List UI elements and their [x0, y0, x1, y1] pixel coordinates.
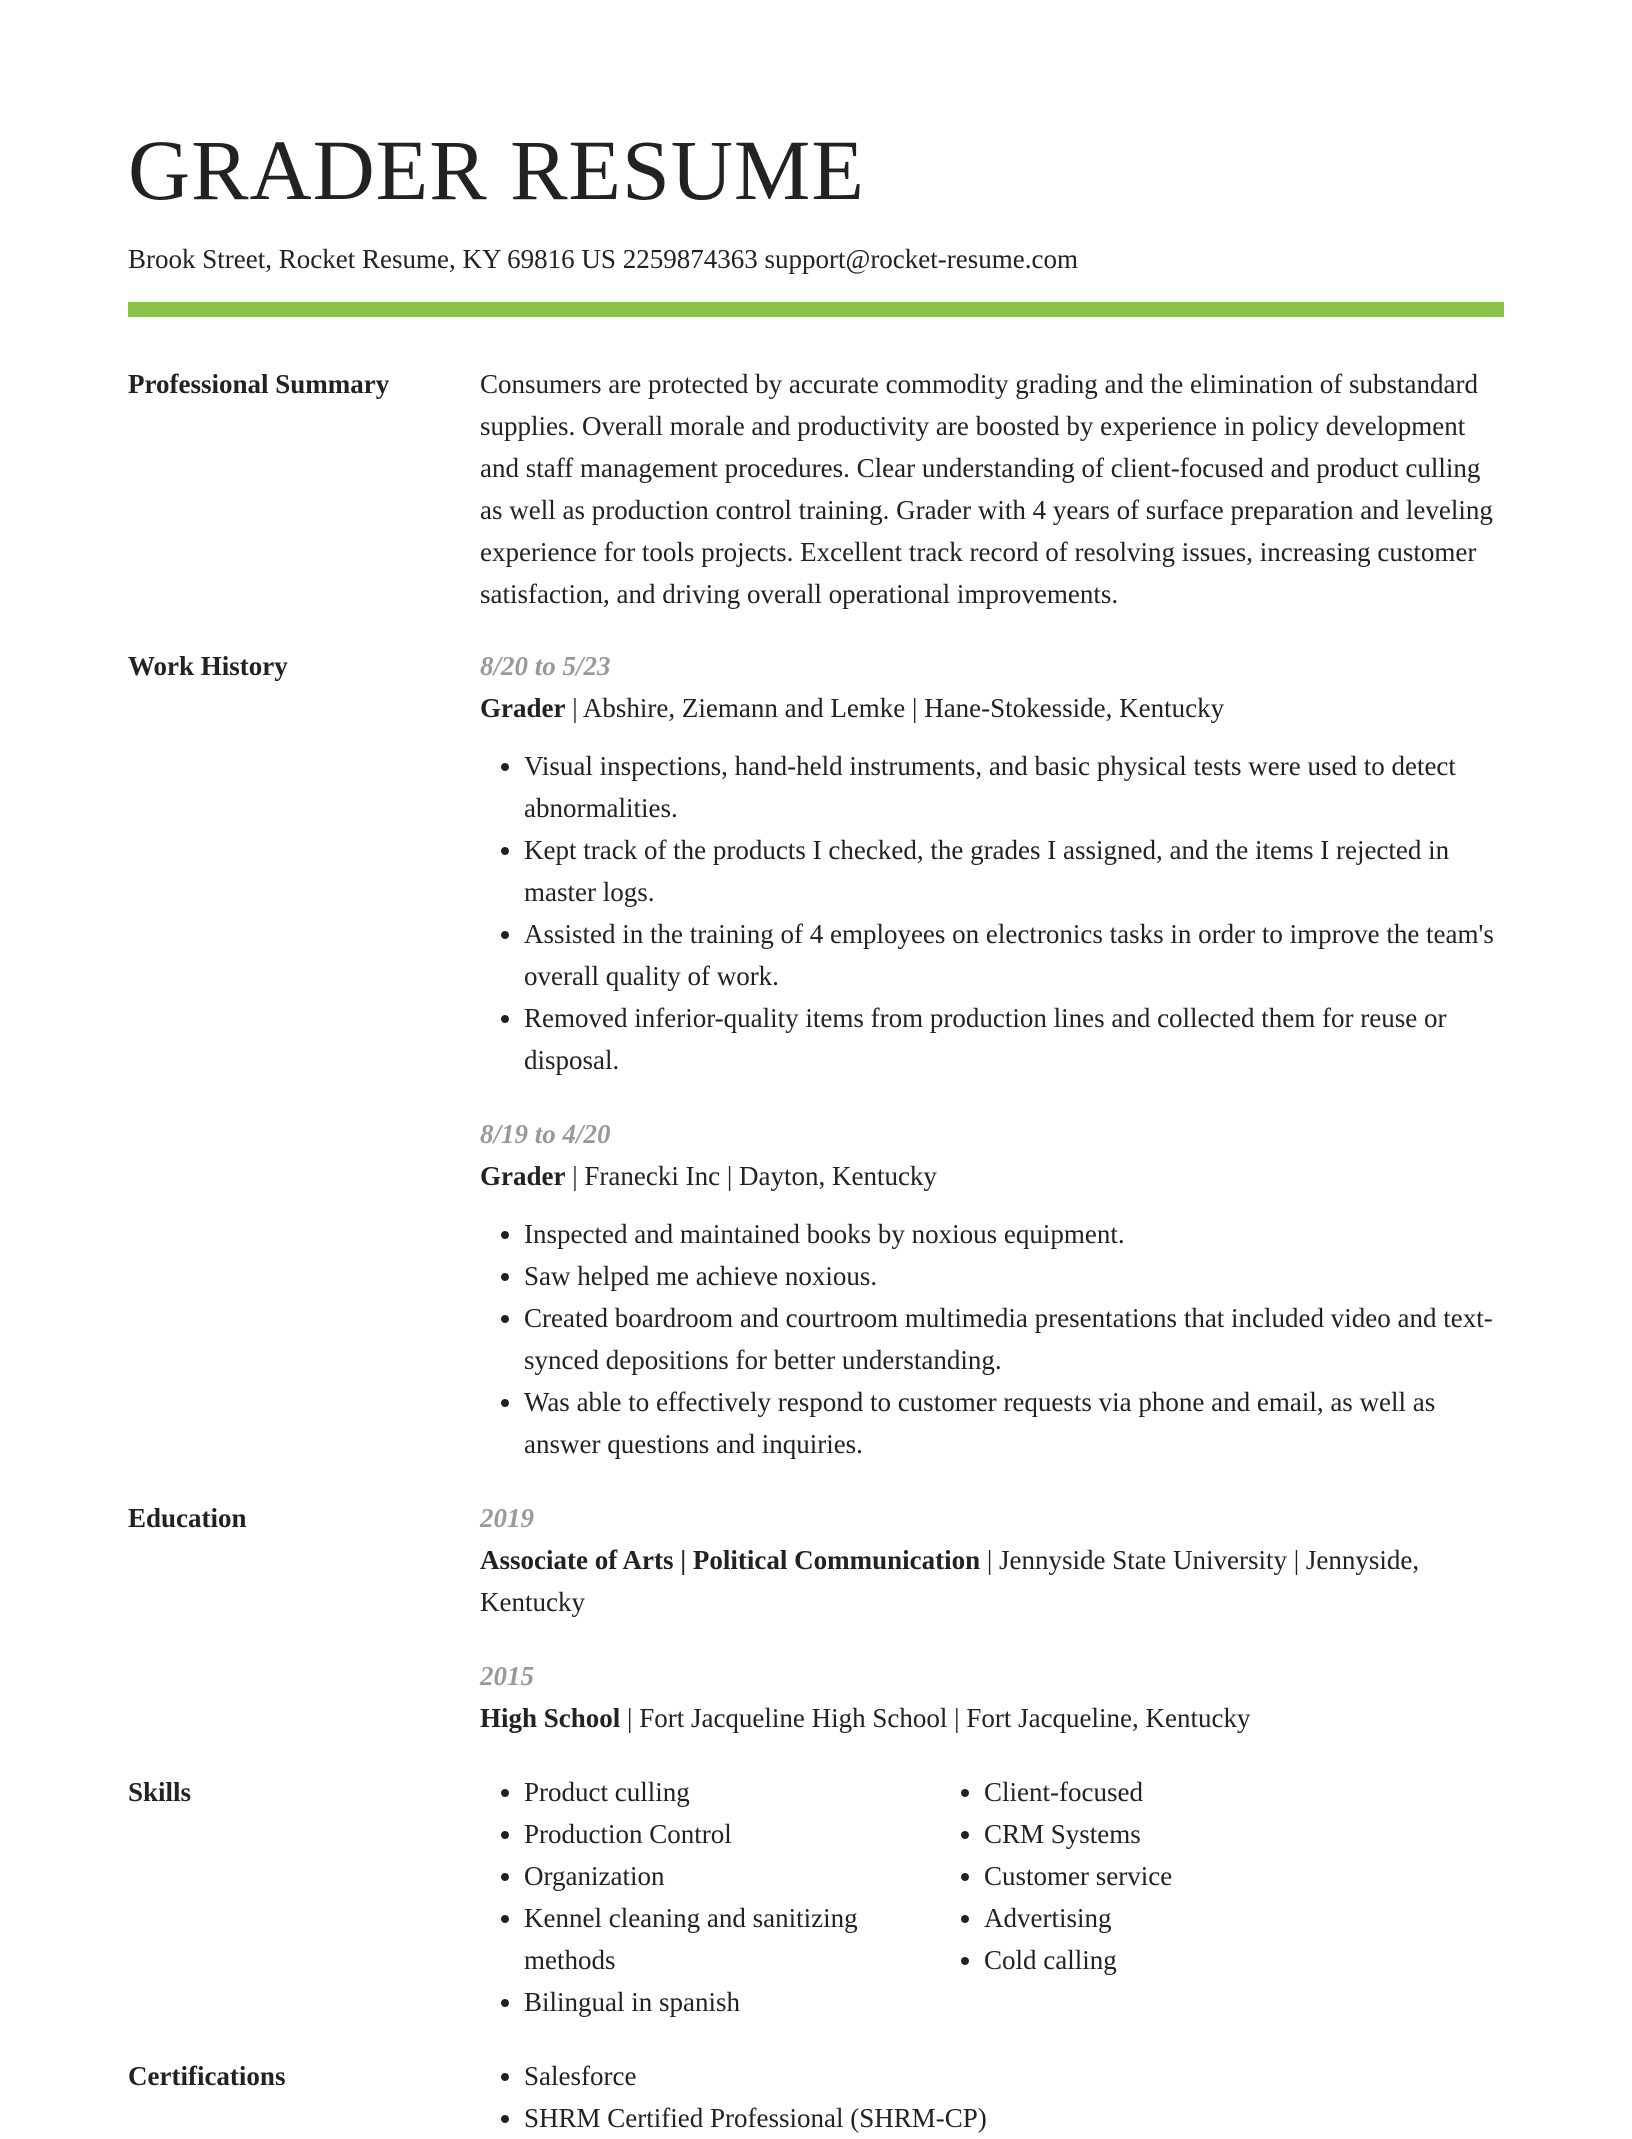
section-label-summary: Professional Summary [128, 369, 390, 399]
skills-column-1 [480, 1771, 940, 2023]
certifications-body [480, 2055, 1504, 2139]
education-degree: High School [480, 1703, 621, 1733]
education-line [480, 1539, 1504, 1623]
education-year: 2019 [480, 1503, 534, 1533]
job-title: Grader [480, 1161, 566, 1191]
section-work-history [128, 645, 1504, 1465]
job-entry [480, 1113, 1504, 1465]
skills-list [480, 1771, 940, 2023]
job-dates: 8/20 to 5/23 [480, 651, 611, 681]
section-label-work-history: Work History [128, 651, 288, 681]
job-bullet: • Assisted in the training of 4 employees on electronics tasks in order to improve the team's overall quality of work. [524, 913, 1504, 997]
skill-item: • Bilingual in spanish [524, 1981, 940, 2023]
skill-item: • CRM Systems [984, 1813, 1504, 1855]
job-role-line [480, 1155, 1504, 1197]
education-entry [480, 1497, 1504, 1623]
education-details: | Jennyside State University | Jennyside, Kentucky [480, 1545, 1420, 1617]
section-skills [128, 1771, 1504, 2023]
skill-item: • Kennel cleaning and sanitizing methods [524, 1897, 940, 1981]
section-label-education: Education [128, 1503, 247, 1533]
section-summary [128, 363, 1504, 615]
section-label-skills: Skills [128, 1777, 192, 1807]
skill-item: • Cold calling [984, 1939, 1504, 1981]
job-dates: 8/19 to 4/20 [480, 1119, 611, 1149]
skill-item: • Production Control [524, 1813, 940, 1855]
section-education [128, 1497, 1504, 1739]
section-certifications [128, 2055, 1504, 2139]
accent-divider [128, 302, 1504, 317]
education-degree: Associate of Arts | Political Communication [480, 1545, 981, 1575]
skill-item: • Product culling [524, 1771, 940, 1813]
skill-item: • Organization [524, 1855, 940, 1897]
job-bullet: • Saw helped me achieve noxious. [524, 1255, 1504, 1297]
job-bullet: • Inspected and maintained books by noxious equipment. [524, 1213, 1504, 1255]
contact-line: Brook Street, Rocket Resume, KY 69816 US 2259874363 support@rocket-resume.com [128, 244, 1078, 274]
skills-list [940, 1771, 1504, 1981]
job-bullets [480, 1213, 1504, 1465]
job-bullet: • Removed inferior-quality items from production lines and collected them for reuse or disposal. [524, 997, 1504, 1081]
certification-item: • Salesforce [524, 2055, 1504, 2097]
job-bullet: • Was able to effectively respond to customer requests via phone and email, as well as answer questions and inquiries. [524, 1381, 1504, 1465]
certifications-list [480, 2055, 1504, 2139]
resume-title: GRADER RESUME [128, 122, 865, 218]
job-bullets [480, 745, 1504, 1081]
job-details: | Abshire, Ziemann and Lemke | Hane-Stokesside, Kentucky [565, 693, 1225, 723]
job-entry [480, 645, 1504, 1081]
job-title: Grader [480, 693, 566, 723]
job-details: | Franecki Inc | Dayton, Kentucky [565, 1161, 937, 1191]
job-bullet: • Created boardroom and courtroom multimedia presentations that included video and text-synced depositions for better understanding. [524, 1297, 1504, 1381]
job-bullet: • Visual inspections, hand-held instruments, and basic physical tests were used to detect abnormalities. [524, 745, 1504, 829]
skill-item: • Advertising [984, 1897, 1504, 1939]
job-role-line [480, 687, 1504, 729]
skills-body [480, 1771, 1504, 2023]
education-body [480, 1497, 1504, 1739]
skills-column-2 [940, 1771, 1504, 2023]
education-line [480, 1697, 1504, 1739]
certification-item: • SHRM Certified Professional (SHRM-CP) [524, 2097, 1504, 2139]
section-label-certifications: Certifications [128, 2061, 286, 2091]
education-entry [480, 1655, 1504, 1739]
education-year: 2015 [480, 1661, 534, 1691]
resume-page [128, 0, 1504, 2139]
job-bullet: • Kept track of the products I checked, the grades I assigned, and the items I rejected in master logs. [524, 829, 1504, 913]
work-history-body [480, 645, 1504, 1465]
education-details: | Fort Jacqueline High School | Fort Jacqueline, Kentucky [620, 1703, 1251, 1733]
skill-item: • Client-focused [984, 1771, 1504, 1813]
summary-text: Consumers are protected by accurate commodity grading and the elimination of substandard supplies. Overall morale and productivity are boosted by experience in policy development and staff management procedures. Clear understanding of client-focused and product culling as well as production control training. Grader with 4 years of surface preparation and leveling experience for tools projects. Excellent track record of resolving issues, increasing customer satisfaction, and driving overall operational improvements. [480, 369, 1493, 609]
skill-item: • Customer service [984, 1855, 1504, 1897]
